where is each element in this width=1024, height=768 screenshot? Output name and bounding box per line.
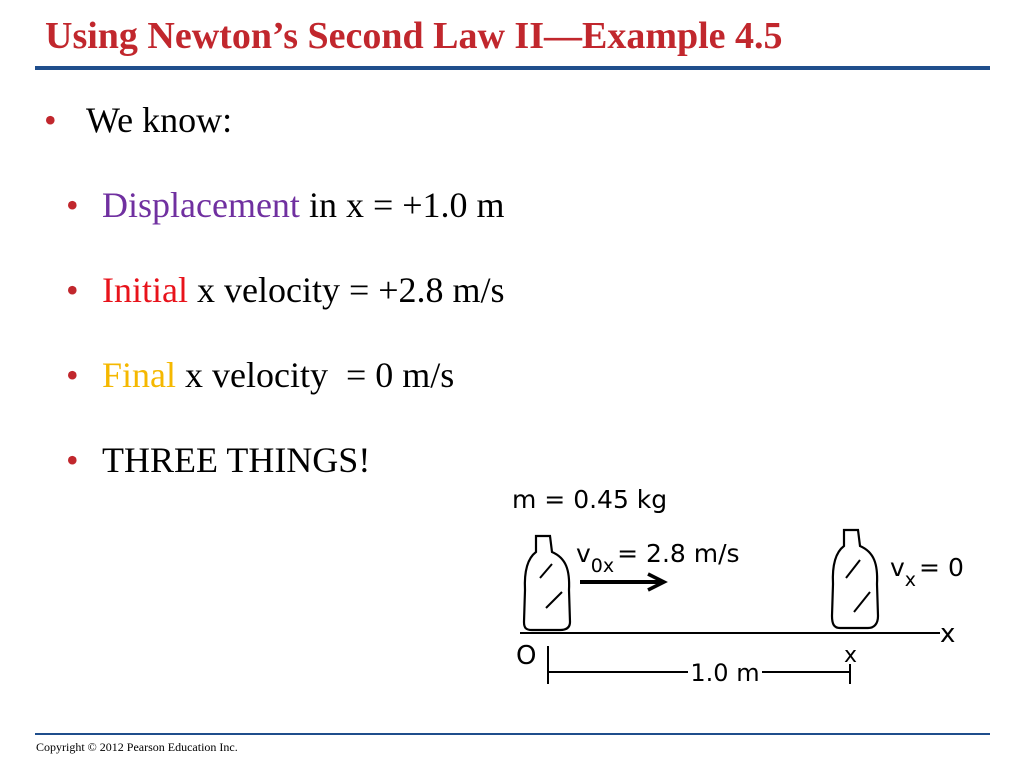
origin-label: O [516, 641, 537, 671]
mass-label: m = 0.45 kg [512, 485, 668, 514]
axis-label: x [940, 619, 956, 649]
bullet-text: We know: [86, 100, 233, 140]
bullet-three-things [66, 442, 370, 478]
bullet-marker: • [66, 270, 79, 310]
v0-label: $v_{0x} = 2.8$ m/s [576, 539, 740, 577]
bullet-text: x velocity = +2.8 m/s [187, 270, 505, 310]
bullet-marker: • [66, 185, 79, 225]
distance-label: 1.0 m [690, 659, 760, 687]
highlight-displacement: Displacement [102, 185, 300, 225]
highlight-final: Final [102, 355, 177, 395]
bottle-highlight [540, 564, 552, 578]
right-bottle [832, 530, 878, 628]
copyright-footer: Copyright © 2012 Pearson Education Inc. [36, 740, 238, 754]
bullet-displacement [66, 187, 505, 223]
end-position-label: x [844, 643, 858, 668]
bullet-marker: • [66, 355, 79, 395]
bullet-initial-velocity [66, 272, 505, 308]
slide-title: Using Newton’s Second Law II—Example 4.5 [45, 15, 783, 57]
left-bottle [524, 536, 570, 630]
highlight-initial: Initial [102, 270, 188, 310]
bullet-marker: • [44, 100, 57, 140]
footer-divider [35, 733, 990, 735]
bottle-highlight [546, 592, 562, 608]
bullet-text: THREE THINGS! [102, 440, 371, 480]
bottle-highlight [846, 560, 860, 578]
bullet-we-know [44, 102, 232, 138]
vx-label: $v_x = 0$ [890, 553, 964, 591]
bottle-motion-diagram [500, 478, 980, 700]
title-divider [35, 66, 990, 70]
bullet-marker: • [66, 440, 79, 480]
bullet-final-velocity [66, 357, 454, 393]
bottle-highlight [854, 592, 870, 612]
bullet-text: x velocity = 0 m/s [176, 355, 455, 395]
bullet-text: in x = +1.0 m [299, 185, 505, 225]
